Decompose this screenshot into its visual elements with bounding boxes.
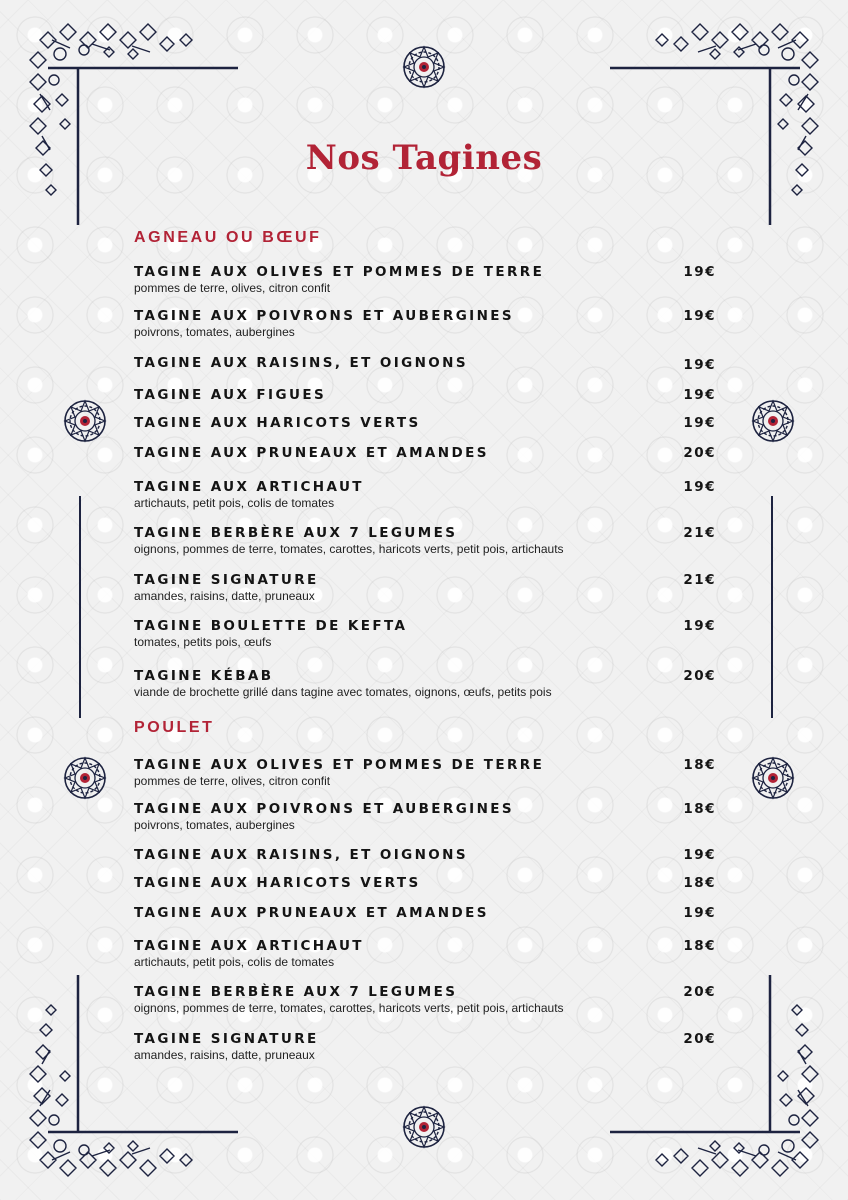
item-description: oignons, pommes de terre, tomates, carottes, haricots verts, petit pois, artichauts bbox=[134, 1001, 564, 1015]
item-name: TAGINE AUX OLIVES ET POMMES DE TERRE bbox=[134, 264, 545, 280]
menu-item bbox=[134, 415, 716, 432]
item-description: oignons, pommes de terre, tomates, carottes, haricots verts, petit pois, artichauts bbox=[134, 542, 564, 556]
menu-item bbox=[134, 757, 716, 788]
corner-ornament-icon bbox=[30, 24, 238, 225]
menu-item bbox=[134, 668, 716, 699]
item-name: TAGINE AUX POIVRONS ET AUBERGINES bbox=[134, 308, 515, 324]
item-description: poivrons, tomates, aubergines bbox=[134, 325, 295, 339]
item-name: TAGINE AUX ARTICHAUT bbox=[134, 479, 364, 495]
rosette-icon bbox=[65, 401, 105, 441]
page-title: Nos Tagines bbox=[305, 138, 543, 178]
item-price: 19€ bbox=[683, 479, 716, 495]
item-description: amandes, raisins, datte, pruneaux bbox=[134, 589, 315, 603]
item-price: 20€ bbox=[683, 1031, 716, 1047]
menu-item bbox=[134, 847, 716, 864]
item-name: TAGINE AUX PRUNEAUX ET AMANDES bbox=[134, 445, 489, 461]
item-name: TAGINE KÉBAB bbox=[134, 668, 274, 684]
item-name: TAGINE SIGNATURE bbox=[134, 572, 319, 588]
item-description: pommes de terre, olives, citron confit bbox=[134, 281, 331, 295]
item-name: TAGINE AUX POIVRONS ET AUBERGINES bbox=[134, 801, 515, 817]
menu-item bbox=[134, 445, 716, 462]
menu-item bbox=[134, 308, 716, 339]
rosette-icon bbox=[404, 47, 444, 87]
item-price: 19€ bbox=[683, 387, 716, 403]
menu-item bbox=[134, 264, 716, 295]
item-name: TAGINE AUX PRUNEAUX ET AMANDES bbox=[134, 905, 489, 921]
item-price: 19€ bbox=[683, 264, 716, 280]
item-name: TAGINE BERBÈRE AUX 7 LEGUMES bbox=[134, 984, 458, 1000]
item-description: amandes, raisins, datte, pruneaux bbox=[134, 1048, 315, 1062]
menu-item bbox=[134, 387, 716, 404]
item-name: TAGINE AUX FIGUES bbox=[134, 387, 327, 403]
item-price: 20€ bbox=[683, 984, 716, 1000]
item-price: 19€ bbox=[683, 905, 716, 921]
item-name: TAGINE AUX OLIVES ET POMMES DE TERRE bbox=[134, 757, 545, 773]
menu-item bbox=[134, 572, 716, 603]
item-name: TAGINE AUX RAISINS, ET OIGNONS bbox=[134, 355, 469, 371]
menu-item bbox=[134, 1031, 716, 1062]
rosette-icon bbox=[404, 1107, 444, 1147]
section-title-agneau: AGNEAU OU BŒUF bbox=[134, 229, 322, 246]
item-price: 19€ bbox=[683, 357, 716, 373]
item-description: pommes de terre, olives, citron confit bbox=[134, 774, 331, 788]
item-description: tomates, petits pois, œufs bbox=[134, 635, 272, 649]
item-price: 18€ bbox=[683, 801, 716, 817]
item-price: 19€ bbox=[683, 847, 716, 863]
item-price: 20€ bbox=[683, 445, 716, 461]
item-price: 18€ bbox=[683, 757, 716, 773]
menu-item bbox=[134, 984, 716, 1015]
menu-item bbox=[134, 618, 716, 649]
menu-item bbox=[134, 905, 716, 922]
item-price: 19€ bbox=[683, 308, 716, 324]
rosette-icon bbox=[753, 401, 793, 441]
corner-ornament-icon bbox=[610, 24, 818, 225]
item-name: TAGINE BERBÈRE AUX 7 LEGUMES bbox=[134, 525, 458, 541]
menu-item bbox=[134, 875, 716, 892]
menu-item bbox=[134, 801, 716, 832]
item-name: TAGINE AUX HARICOTS VERTS bbox=[134, 415, 421, 431]
item-price: 18€ bbox=[683, 875, 716, 891]
item-description: poivrons, tomates, aubergines bbox=[134, 818, 295, 832]
item-name: TAGINE BOULETTE DE KEFTA bbox=[134, 618, 408, 634]
item-name: TAGINE SIGNATURE bbox=[134, 1031, 319, 1047]
item-name: TAGINE AUX ARTICHAUT bbox=[134, 938, 364, 954]
menu-item bbox=[134, 525, 716, 556]
section-title-poulet: POULET bbox=[134, 719, 215, 736]
menu-item bbox=[134, 479, 716, 510]
item-price: 18€ bbox=[683, 938, 716, 954]
item-price: 21€ bbox=[683, 572, 716, 588]
item-description: viande de brochette grillé dans tagine avec tomates, oignons, œufs, petits pois bbox=[134, 685, 552, 699]
rosette-icon bbox=[65, 758, 105, 798]
item-price: 19€ bbox=[683, 618, 716, 634]
item-price: 20€ bbox=[683, 668, 716, 684]
rosette-icon bbox=[753, 758, 793, 798]
item-description: artichauts, petit pois, colis de tomates bbox=[134, 955, 335, 969]
item-price: 21€ bbox=[683, 525, 716, 541]
item-name: TAGINE AUX RAISINS, ET OIGNONS bbox=[134, 847, 469, 863]
item-description: artichauts, petit pois, colis de tomates bbox=[134, 496, 335, 510]
menu-item bbox=[134, 355, 716, 372]
menu-item bbox=[134, 938, 716, 969]
item-price: 19€ bbox=[683, 415, 716, 431]
item-name: TAGINE AUX HARICOTS VERTS bbox=[134, 875, 421, 891]
